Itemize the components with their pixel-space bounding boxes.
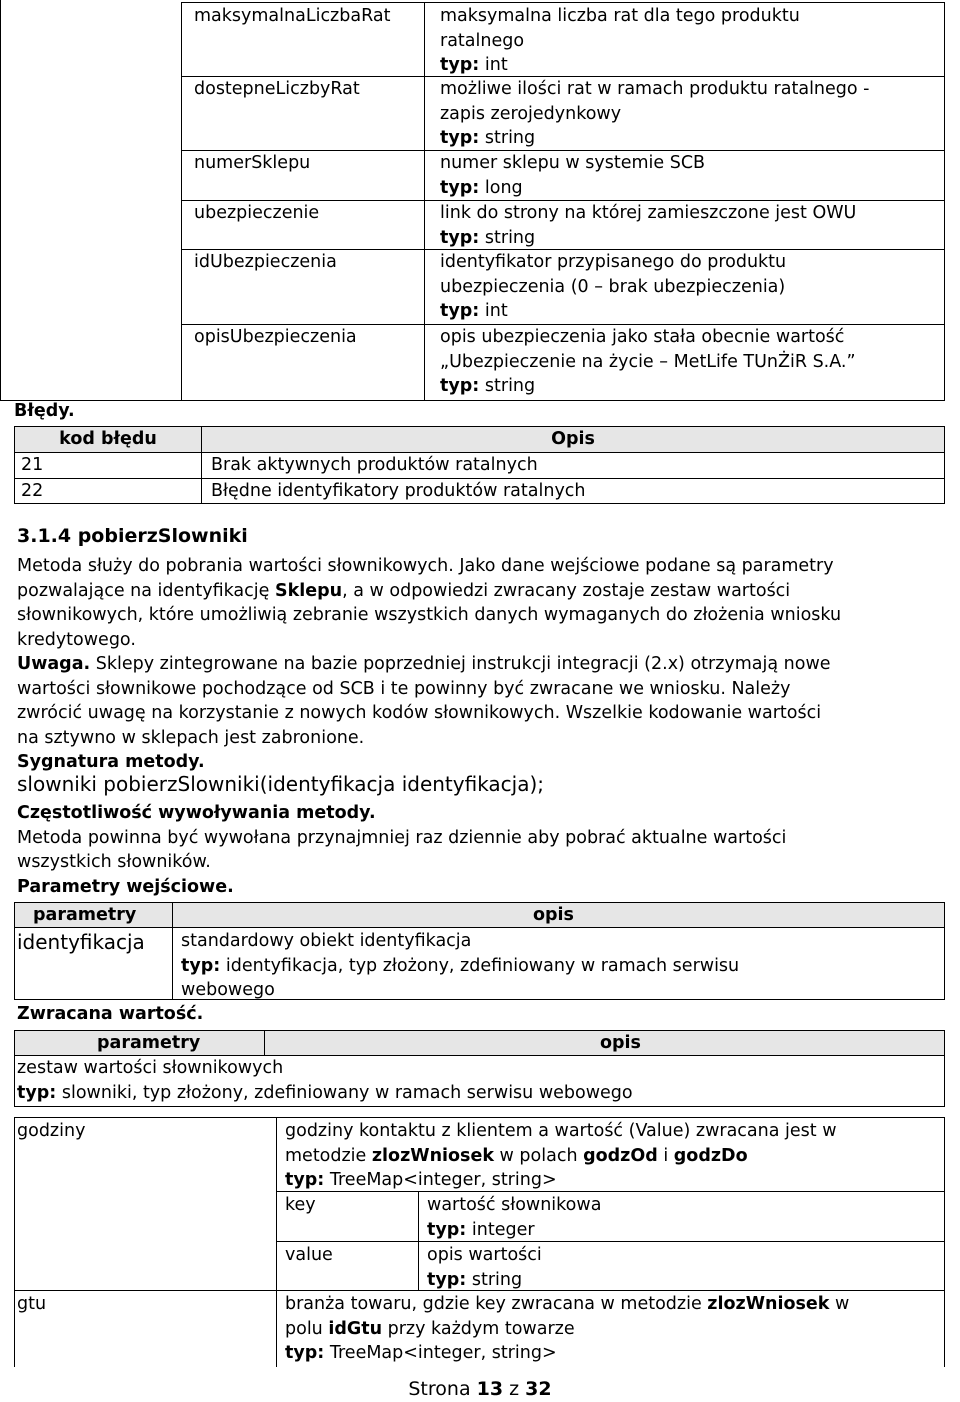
dict-value-label: value bbox=[285, 1245, 333, 1265]
param-desc: maksymalna liczba rat dla tego produktu ratalnego typ: int bbox=[440, 6, 800, 75]
param-desc: możliwe ilości rat w ramach produktu ratalnego - zapis zerojedynkowy typ: string bbox=[440, 79, 870, 148]
dict-value-desc: opis wartości typ: string bbox=[427, 1245, 542, 1290]
input-col-param: parametry bbox=[33, 905, 137, 925]
column-divider bbox=[276, 1117, 277, 1367]
param-name: ubezpieczenie bbox=[194, 203, 320, 223]
errors-table bbox=[14, 426, 945, 504]
error-code: 22 bbox=[15, 478, 202, 504]
param-name: dostepneLiczbyRat bbox=[194, 79, 360, 99]
error-desc: Błędne identyfikatory produktów ratalnych bbox=[202, 478, 945, 504]
errors-col-desc: Opis bbox=[202, 427, 945, 453]
param-desc: opis ubezpieczenia jako stała obecnie wartość „Ubezpieczenie na życie – MetLife TUnŻiR S.A.” typ: string bbox=[440, 327, 856, 396]
dict-name-godziny: godziny bbox=[17, 1121, 86, 1141]
dict-key-label: key bbox=[285, 1195, 316, 1215]
section-description: Metoda służy do pobrania wartości słownikowych. Jako dane wejściowe podane są parametry pozwalające na identyfikację Sklepu, a w odpowiedzi zwracany zostaje zestaw wartości słownikowych, które umożliwią zebranie wszystkich danych wymaganych do złożenia wniosku kredytowego. Uwaga. Sklepy zintegrowane na bazie poprzedniej instrukcji integracji (2.x) otrzymają nowe wartości słownikowe pochodzące od SCB i te powinny być zwracane we wniosku. Należy zwrócić uwagę na korzystanie z nowych kodów słownikowych. Wszelkie kodowanie wartości na sztywno w sklepach jest zabronione. Sygnatura metody. bbox=[17, 556, 842, 772]
errors-col-code: kod błędu bbox=[15, 427, 202, 453]
return-col-desc: opis bbox=[600, 1033, 641, 1053]
dict-name-gtu: gtu bbox=[17, 1294, 47, 1314]
errors-heading: Błędy. bbox=[14, 401, 75, 421]
return-heading: Zwracana wartość. bbox=[17, 1004, 204, 1024]
return-desc: zestaw wartości słownikowych typ: slowniki, typ złożony, zdefiniowany w ramach serwisu webowego bbox=[17, 1058, 633, 1103]
param-name: numerSklepu bbox=[194, 153, 311, 173]
input-col-desc: opis bbox=[533, 905, 574, 925]
error-code: 21 bbox=[15, 453, 202, 479]
param-desc: identyfikator przypisanego do produktu ubezpieczenia (0 – brak ubezpieczenia) typ: int bbox=[440, 252, 787, 321]
page-number: Strona 13 z 32 bbox=[408, 1378, 552, 1400]
frequency-block: Częstotliwość wywoływania metody. Metoda powinna być wywołana przynajmniej raz dziennie aby pobrać aktualne wartości wszystkich słowników. Parametry wejściowe. bbox=[17, 803, 787, 897]
dict-key-desc: wartość słownikowa typ: integer bbox=[427, 1195, 602, 1240]
inner-row-divider bbox=[276, 1241, 945, 1242]
param-name: idUbezpieczenia bbox=[194, 252, 337, 272]
param-name: maksymalnaLiczbaRat bbox=[194, 6, 391, 26]
column-divider bbox=[264, 1030, 265, 1056]
column-divider bbox=[424, 3, 425, 400]
param-name: opisUbezpieczenia bbox=[194, 327, 357, 347]
section-title: 3.1.4 pobierzSlowniki bbox=[17, 525, 248, 547]
left-frame bbox=[0, 0, 182, 401]
param-desc: numer sklepu w systemie SCB typ: long bbox=[440, 153, 706, 198]
dict-desc-gtu: branża towaru, gdzie key zwracana w metodzie zlozWniosek w polu idGtu przy każdym towarze typ: TreeMap<integer, string> bbox=[285, 1294, 850, 1363]
input-table-header bbox=[14, 902, 945, 928]
param-desc: link do strony na której zamieszczone jest OWU typ: string bbox=[440, 203, 857, 248]
table-row bbox=[15, 453, 945, 479]
input-param-desc: standardowy obiekt identyfikacja typ: identyfikacja, typ złożony, zdefiniowany w ramach serwisu webowego bbox=[181, 931, 740, 1000]
table-row bbox=[15, 478, 945, 504]
input-param-name: identyfikacja bbox=[17, 930, 145, 954]
dict-desc-godziny: godziny kontaktu z klientem a wartość (Value) zwracana jest w metodzie zlozWniosek w polach godzOd i godzDo typ: TreeMap<integer, string> bbox=[285, 1121, 837, 1190]
inner-column-divider bbox=[418, 1191, 419, 1290]
return-col-param: parametry bbox=[97, 1033, 201, 1053]
method-signature: slowniki pobierzSlowniki(identyfikacja identyfikacja); bbox=[17, 772, 545, 796]
error-desc: Brak aktywnych produktów ratalnych bbox=[202, 453, 945, 479]
